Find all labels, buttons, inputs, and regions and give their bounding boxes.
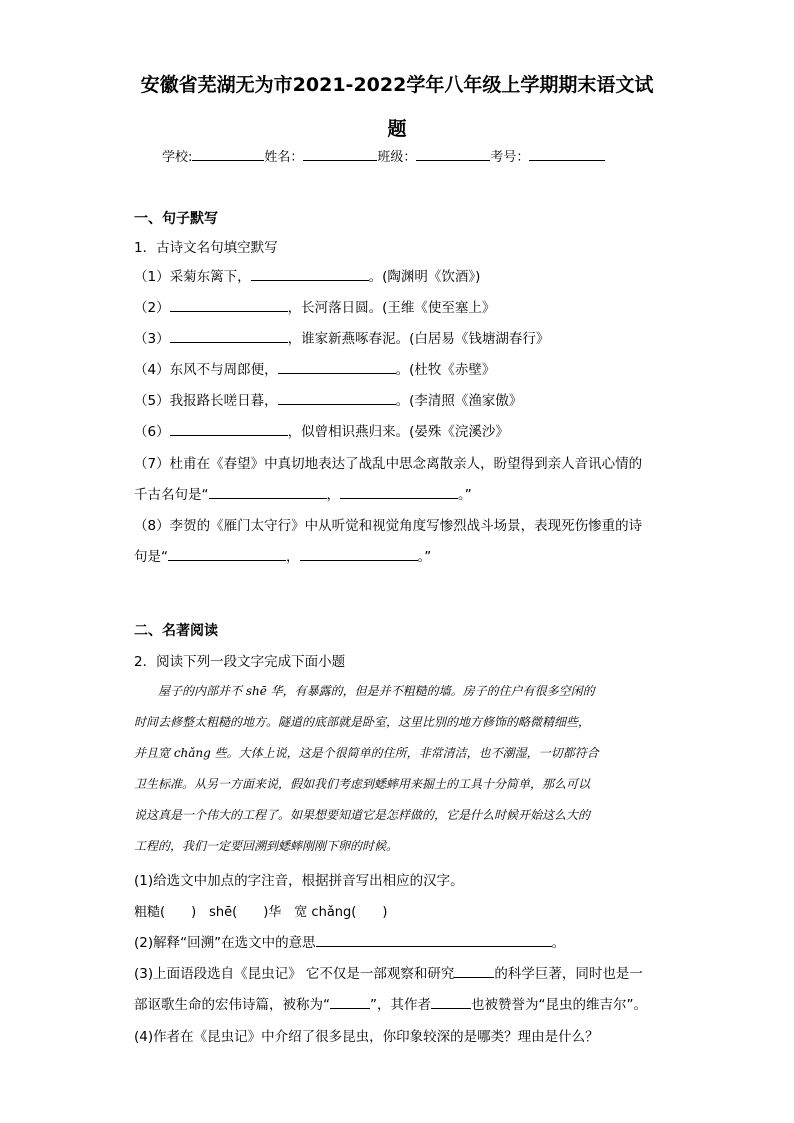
item8-suffix: 。” bbox=[417, 549, 432, 565]
item2-prefix: （2） bbox=[134, 300, 170, 316]
class-blank[interactable] bbox=[416, 147, 490, 161]
item6-prefix: （6） bbox=[134, 424, 170, 440]
poem-item-8-line1: （8）李贺的《雁门太守行》中从听觉和视觉角度写惨烈战斗场景，表现死伤惨重的诗 bbox=[134, 518, 643, 534]
item4-suffix: 。(杜牧《赤壁》 bbox=[395, 362, 496, 378]
sub2-blank[interactable] bbox=[316, 932, 552, 947]
exam-title-line1: 安徽省芜湖无为市2021-2022学年八年级上学期期末语文试 bbox=[140, 74, 654, 96]
school-label: 学校: bbox=[162, 150, 193, 165]
class-label: 班级： bbox=[377, 150, 417, 165]
subquestion-4: (4)作者在《昆虫记》中介绍了很多昆虫，你印象较深的是哪类？理由是什么？ bbox=[134, 1029, 599, 1045]
name-blank[interactable] bbox=[303, 147, 377, 161]
subquestion-3-line1 bbox=[134, 962, 643, 982]
sub2-prefix: (2)解释“回溯”在选文中的意思 bbox=[134, 935, 316, 951]
item8-comma: ， bbox=[286, 549, 300, 565]
subquestion-1-fill: 粗糙( ) shē( )华 宽 chǎng( ) bbox=[134, 905, 388, 920]
school-blank[interactable] bbox=[192, 147, 264, 161]
passage-line-1: 屋子的内部并不 shē 华，有暴露的，但是并不粗糙的墙。房子的住户有很多空闲的 bbox=[158, 684, 595, 698]
exam-title-line2: 题 bbox=[387, 118, 407, 140]
item1-suffix: 。(陶渊明《饮酒》) bbox=[368, 269, 481, 285]
sub3-blank-1[interactable] bbox=[454, 963, 494, 978]
poem-item-2 bbox=[134, 296, 495, 316]
passage-line-2: 时间去修整太粗糙的地方。隧道的底部就是卧室，这里比别的地方修饰的略微精细些， bbox=[134, 715, 591, 729]
poem-item-7-line1: （7）杜甫在《春望》中真切地表达了战乱中思念离散亲人，盼望得到亲人音讯心情的 bbox=[134, 456, 643, 472]
item7-blank-a[interactable] bbox=[209, 484, 327, 499]
question1-title: 1．古诗文名句填空默写 bbox=[134, 240, 278, 256]
item5-suffix: 。(李清照《渔家傲》 bbox=[395, 393, 523, 409]
section1-heading: 一、句子默写 bbox=[134, 211, 218, 227]
item8-prefix: 句是“ bbox=[134, 549, 168, 565]
poem-item-5 bbox=[134, 389, 522, 409]
item3-prefix: （3） bbox=[134, 331, 170, 347]
poem-item-4 bbox=[134, 358, 495, 378]
item2-suffix: ，长河落日圆。(王维《使至塞上》 bbox=[287, 300, 496, 316]
passage-line-4: 卫生标准。从另一方面来说，假如我们考虑到蟋蟀用来掘土的工具十分简单，那么可以 bbox=[134, 777, 591, 791]
sub3-part-b: 的科学巨著，同时也是一 bbox=[494, 966, 643, 982]
poem-item-7-line2 bbox=[134, 483, 472, 503]
item2-blank[interactable] bbox=[170, 297, 288, 312]
sub3-blank-3[interactable] bbox=[431, 994, 471, 1009]
poem-item-1 bbox=[134, 265, 480, 285]
item7-comma: ， bbox=[326, 487, 340, 503]
subquestion-1: (1)给选文中加点的字注音，根据拼音写出相应的汉字。 bbox=[134, 873, 464, 889]
poem-item-8-line2 bbox=[134, 545, 431, 565]
item5-prefix: （5）我报路长嗟日暮， bbox=[134, 393, 278, 409]
question2-title: 2．阅读下列一段文字完成下面小题 bbox=[134, 654, 346, 670]
item1-prefix: （1）采菊东篱下， bbox=[134, 269, 251, 285]
poem-item-6 bbox=[134, 420, 509, 440]
name-label: 姓名： bbox=[264, 150, 304, 165]
sub3-blank-2[interactable] bbox=[330, 994, 370, 1009]
sub3-part-a: (3)上面语段选自《昆虫记》 它不仅是一部观察和研究 bbox=[134, 966, 455, 982]
item1-blank[interactable] bbox=[251, 266, 369, 281]
item3-blank[interactable] bbox=[170, 328, 288, 343]
sub2-suffix: 。 bbox=[551, 935, 566, 951]
student-info-row bbox=[162, 146, 605, 165]
passage-line-3: 并且宽 chǎng 些。大体上说，这是个很简单的住所，非常清洁，也不潮湿，一切都符合 bbox=[134, 746, 599, 760]
subquestion-3-line2 bbox=[134, 993, 647, 1013]
sub3-part-e: 也被赞誉为“昆虫的维吉尔”。 bbox=[471, 997, 647, 1013]
item8-blank-b[interactable] bbox=[300, 546, 418, 561]
item6-suffix: ，似曾相识燕归来。(晏殊《浣溪沙》 bbox=[287, 424, 509, 440]
id-blank[interactable] bbox=[529, 147, 605, 161]
item8-blank-a[interactable] bbox=[168, 546, 286, 561]
item7-blank-b[interactable] bbox=[340, 484, 458, 499]
subquestion-2 bbox=[134, 931, 565, 951]
passage-line-6: 工程的，我们一定要回溯到蟋蟀刚刚下卵的时候。 bbox=[134, 839, 399, 853]
passage-line-5: 说这真是一个伟大的工程了。如果想要知道它是怎样做的，它是什么时候开始这么大的 bbox=[134, 808, 591, 822]
item7-prefix: 千古名句是“ bbox=[134, 487, 209, 503]
poem-item-3 bbox=[134, 327, 549, 347]
item4-prefix: （4）东风不与周郎便， bbox=[134, 362, 278, 378]
sub3-part-d: ”，其作者 bbox=[370, 997, 431, 1013]
id-label: 考号： bbox=[490, 150, 530, 165]
section2-heading: 二、名著阅读 bbox=[134, 623, 218, 639]
item5-blank[interactable] bbox=[278, 390, 396, 405]
item7-suffix: 。” bbox=[458, 487, 472, 503]
item3-suffix: ，谁家新燕啄春泥。(白居易《钱塘湖春行》 bbox=[287, 331, 550, 347]
item6-blank[interactable] bbox=[170, 421, 288, 436]
item4-blank[interactable] bbox=[278, 359, 396, 374]
sub3-part-c: 部讴歌生命的宏伟诗篇，被称为“ bbox=[134, 997, 330, 1013]
